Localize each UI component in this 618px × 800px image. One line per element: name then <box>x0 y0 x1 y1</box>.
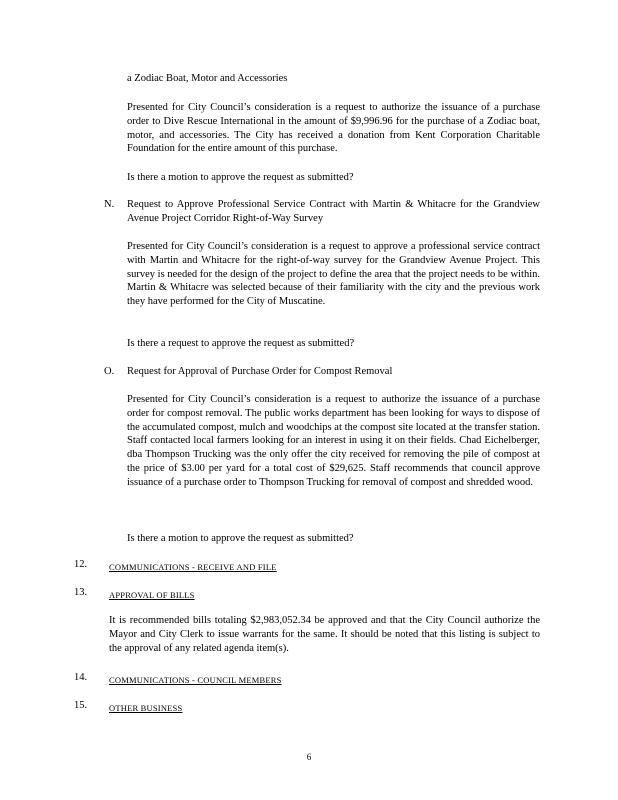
section-13-number: 13. <box>74 587 88 598</box>
section-14-number: 14. <box>74 672 88 683</box>
item-o-letter: O. <box>104 366 115 377</box>
item-n-letter: N. <box>104 199 115 210</box>
section-14-heading: COMMUNICATIONS - COUNCIL MEMBERS <box>109 675 282 685</box>
item-n-motion: Is there a request to approve the request as submitted? <box>127 338 355 349</box>
item-n-body: Presented for City Council’s consideration is a request to approve a professional service contract with Martin and Whitacre for the right-of-way survey for the Grandview Avenue Project. This survey is needed for the design of the project to define the area that the project needs to be within. Martin & Whitacre was selected because of their familiarity with the city and the previous work they have performed for the City of Muscatine. <box>127 241 540 308</box>
section-13-body: It is recommended bills totaling $2,983,052.34 be approved and that the City Council authorize the Mayor and City Clerk to issue warrants for the same. It should be noted that this listing is subject to the approval of any related agenda item(s). <box>109 615 540 654</box>
item-o-body: Presented for City Council’s consideration is a request to authorize the issuance of a purchase order for compost removal. The public works department has been looking for ways to dispose of the accumulated compost, mulch and woodchips at the compost site located at the transfer station. Staff contacted local farmers looking for an interest in using it on their fields. Chad Eichelberger, dba Thompson Trucking was the only offer the city received for removing the pile of compost at the price of $3.00 per yard for a total cost of $29,625. Staff recommends that council approve issuance of a purchase order to Thompson Trucking for removal of compost and shredded wood. <box>127 394 540 488</box>
item-m-body: Presented for City Council’s consideration is a request to authorize the issuance of a purchase order to Dive Rescue International in the amount of $9,996.96 for the purchase of a Zodiac boat, motor, and accessories. The City has received a donation from Kent Corporation Charitable Foundation for the entire amount of this purchase. <box>127 102 540 155</box>
section-13-heading: APPROVAL OF BILLS <box>109 590 195 600</box>
section-15-heading: OTHER BUSINESS <box>109 703 183 713</box>
section-15-number: 15. <box>74 700 88 711</box>
item-o-title: Request for Approval of Purchase Order for Compost Removal <box>127 366 393 377</box>
item-m-motion: Is there a motion to approve the request as submitted? <box>127 172 354 183</box>
item-o-motion: Is there a motion to approve the request as submitted? <box>127 533 354 544</box>
page-number: 6 <box>306 752 312 762</box>
item-m-title: a Zodiac Boat, Motor and Accessories <box>127 73 288 84</box>
item-n-title: Request to Approve Professional Service Contract with Martin & Whitacre for the Grandview Avenue Project Corridor Right-of-Way Survey <box>127 199 540 224</box>
section-12-heading: COMMUNICATIONS - RECEIVE AND FILE <box>109 562 277 572</box>
section-12-number: 12. <box>74 559 88 570</box>
